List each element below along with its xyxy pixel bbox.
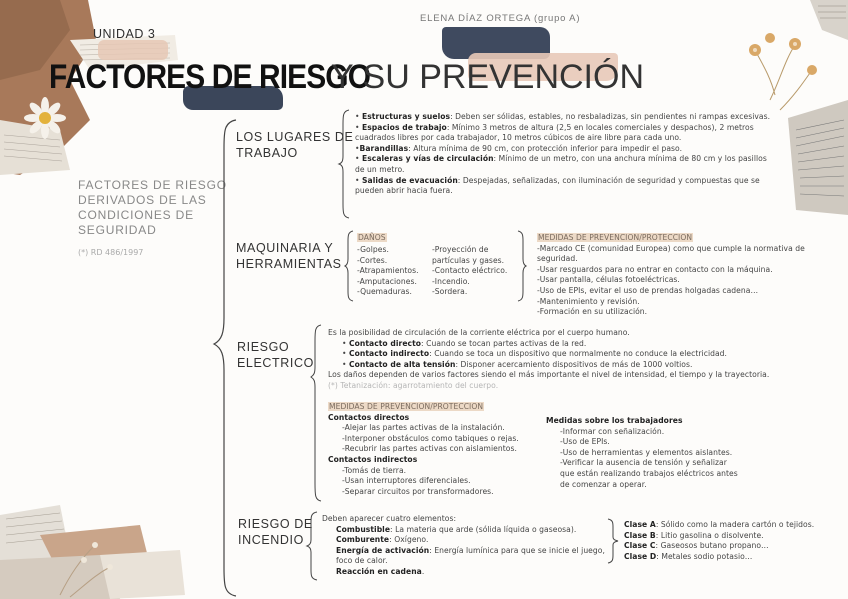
contact-item: • Contacto directo: Cuando se tocan partes activas de la red. xyxy=(342,338,587,348)
root-line: CONDICIONES DE xyxy=(78,208,194,222)
electrico-medidas-left xyxy=(328,402,548,497)
title-bold: FACTORES DE RIESGO xyxy=(49,58,371,96)
element-item: Combustible: La materia que arde (sólida líquida o gaseosa). xyxy=(336,524,577,534)
indirectos-title: Contactos indirectos xyxy=(328,454,418,464)
electrico-danger-text: Los daños dependen de varios factores siendo el más importante el nivel de intensidad, el tiempo y la trayectoria. xyxy=(328,370,770,380)
lugares-item: • Espacios de trabajo: Mínimo 3 metros de altura (2,5 en locales comerciales y despachos), 2 metros cuadrados libres por cada trabajador, 10 metros cúbicos de aire libre para cada uno. xyxy=(355,122,754,143)
title-line: HERRAMIENTAS xyxy=(236,256,342,271)
medida-item: -Usan interruptores diferenciales. xyxy=(342,476,471,486)
section-title-incendio xyxy=(238,517,313,548)
brace-lugares xyxy=(337,108,351,220)
danos-label: DAÑOS xyxy=(358,233,386,242)
root-note: (*) RD 486/1997 xyxy=(78,248,144,257)
contact-item: • Contacto de alta tensión: Disponer acercamiento dispositivos de más de 1000 voltios. xyxy=(342,359,693,369)
contact-item: • Contacto indirecto: Cuando se toca un dispositivo que normalmente no conduce la electricidad. xyxy=(342,349,728,359)
lugares-item: • Salidas de evacuación: Despejadas, señalizadas, con iluminación de seguridad y compuestas que se pueden abrir hacia fuera. xyxy=(355,175,760,196)
brace-incendio-classes xyxy=(606,517,620,565)
medida-item: -Interponer obstáculos como tabiques o rejas. xyxy=(342,433,519,443)
medida-item: -Usar pantalla, células fotoeléctricas. xyxy=(537,275,680,285)
title-line: INCENDIO xyxy=(238,532,304,547)
brace-maquinaria-left xyxy=(343,229,355,303)
title-line: ELECTRICO xyxy=(237,355,314,370)
title-line: RIESGO xyxy=(237,340,290,354)
medida-item: -Formación en su utilización. xyxy=(537,307,648,317)
title-line: TRABAJO xyxy=(236,145,298,160)
danos-col-1 xyxy=(357,245,419,298)
class-item: Clase B: Litio gasolina o disolvente. xyxy=(624,530,764,540)
electrico-intro: Es la posibilidad de circulación de la corriente eléctrica por el cuerpo humano. xyxy=(328,328,630,337)
medida-item: -Mantenimiento y revisión. xyxy=(537,296,640,306)
section-title-lugares xyxy=(236,130,353,161)
unit-label: UNIDAD 3 xyxy=(93,27,156,41)
brace-maquinaria-right xyxy=(516,229,528,303)
class-item: Clase C: Gaseosos butano propano… xyxy=(624,541,769,551)
incendio-body xyxy=(322,514,612,578)
maquinaria-medidas xyxy=(537,233,837,318)
root-topic xyxy=(78,178,227,238)
medida-item: de comenzar a operar. xyxy=(560,479,647,489)
medida-item: -Uso de EPIs. xyxy=(560,437,610,447)
title-line: MAQUINARIA Y xyxy=(236,241,334,255)
dano-item: -Amputaciones. xyxy=(357,276,417,286)
incendio-intro: Deben aparecer cuatro elementos: xyxy=(322,514,457,523)
dano-item: -Proyección de xyxy=(432,245,489,254)
dano-item: -Incendio. xyxy=(432,276,470,286)
dano-item: -Sordera. xyxy=(432,287,468,297)
electrico-note: (*) Tetanización: agarrotamiento del cuerpo. xyxy=(328,380,499,390)
medida-item: -Usar resguardos para no entrar en contacto con la máquina. xyxy=(537,264,773,274)
brace-incendio xyxy=(305,510,319,582)
dried-flowers xyxy=(755,45,812,110)
dano-item: -Atrapamientos. xyxy=(357,266,419,276)
medidas-title: MEDIDAS DE PREVENCION/PROTECCION xyxy=(538,233,693,242)
medida-item: -Separar circuitos por transformadores. xyxy=(342,486,494,496)
dano-item: -Contacto eléctrico. xyxy=(432,266,508,276)
medida-item: -Recubrir las partes activas con aislamientos. xyxy=(342,444,517,454)
root-line: DERIVADOS DE LAS xyxy=(78,193,207,207)
dano-item: -Quemaduras. xyxy=(357,287,412,297)
lugares-list xyxy=(355,112,777,197)
element-item: Reacción en cadena. xyxy=(336,566,425,576)
collage-bottom-left xyxy=(0,505,190,599)
title-line: RIESGO DE xyxy=(238,517,313,531)
medidas-title: MEDIDAS DE PREVENCION/PROTECCION xyxy=(329,402,484,411)
page-title xyxy=(49,57,645,97)
section-title-electrico xyxy=(237,340,314,371)
medida-item: -Verificar la ausencia de tensión y señalizar xyxy=(560,458,727,468)
danos-title xyxy=(357,233,387,244)
brace-electrico xyxy=(309,323,323,503)
root-line: FACTORES DE RIESGO xyxy=(78,178,227,192)
lugares-item: • Estructuras y suelos: Deben ser sólidas, estables, no resbaladizas, sin pendientes ni rampas excesivas. xyxy=(355,112,771,121)
medida-item: -Tomás de tierra. xyxy=(342,465,407,475)
class-item: Clase A: Sólido como la madera cartón o tejidos. xyxy=(624,520,815,529)
author-label: ELENA DÍAZ ORTEGA (grupo A) xyxy=(420,13,581,24)
section-title-maquinaria xyxy=(236,241,342,272)
directos-title: Contactos directos xyxy=(328,412,410,422)
lugares-item: •Barandillas: Altura mínima de 90 cm, con protección inferior para impedir el paso. xyxy=(355,143,683,153)
dano-item: partículas y gases. xyxy=(432,255,505,265)
root-line: SEGURIDAD xyxy=(78,223,157,237)
dano-item: -Golpes. xyxy=(357,245,389,254)
danos-col-2 xyxy=(432,245,507,298)
medida-item: -Alejar las partes activas de la instalación. xyxy=(342,423,505,433)
lugares-item: • Escaleras y vías de circulación: Mínimo de un metro, con una anchura mínima de 80 cm y los pasillos de un metro. xyxy=(355,154,767,174)
element-item: Energía de activación: Energía lumínica para que se inicie el juego, foco de calor. xyxy=(336,545,605,566)
medida-item: -Informar con señalización. xyxy=(560,426,665,436)
dano-item: -Cortes. xyxy=(357,255,388,265)
medida-item: -Marcado CE (comunidad Europea) como que cumple la normativa de seguridad. xyxy=(537,243,805,264)
trabajadores-title: Medidas sobre los trabajadores xyxy=(546,416,683,425)
electrico-body xyxy=(328,328,818,392)
medida-item: que están realizando trabajos eléctricos antes xyxy=(560,468,738,478)
title-line: LOS LUGARES DE xyxy=(236,130,354,144)
main-brace xyxy=(210,118,240,598)
title-light: Y SU PREVENCIÓN xyxy=(331,58,645,96)
element-item: Comburente: Oxígeno. xyxy=(336,535,429,545)
class-item: Clase D: Metales sodio potasio… xyxy=(624,551,753,561)
electrico-medidas-right xyxy=(546,416,776,490)
incendio-classes xyxy=(624,520,844,562)
medida-item: -Uso de EPIs, evitar el uso de prendas holgadas cadena… xyxy=(537,285,759,295)
medida-item: -Uso de herramientas y elementos aislantes. xyxy=(560,447,733,457)
